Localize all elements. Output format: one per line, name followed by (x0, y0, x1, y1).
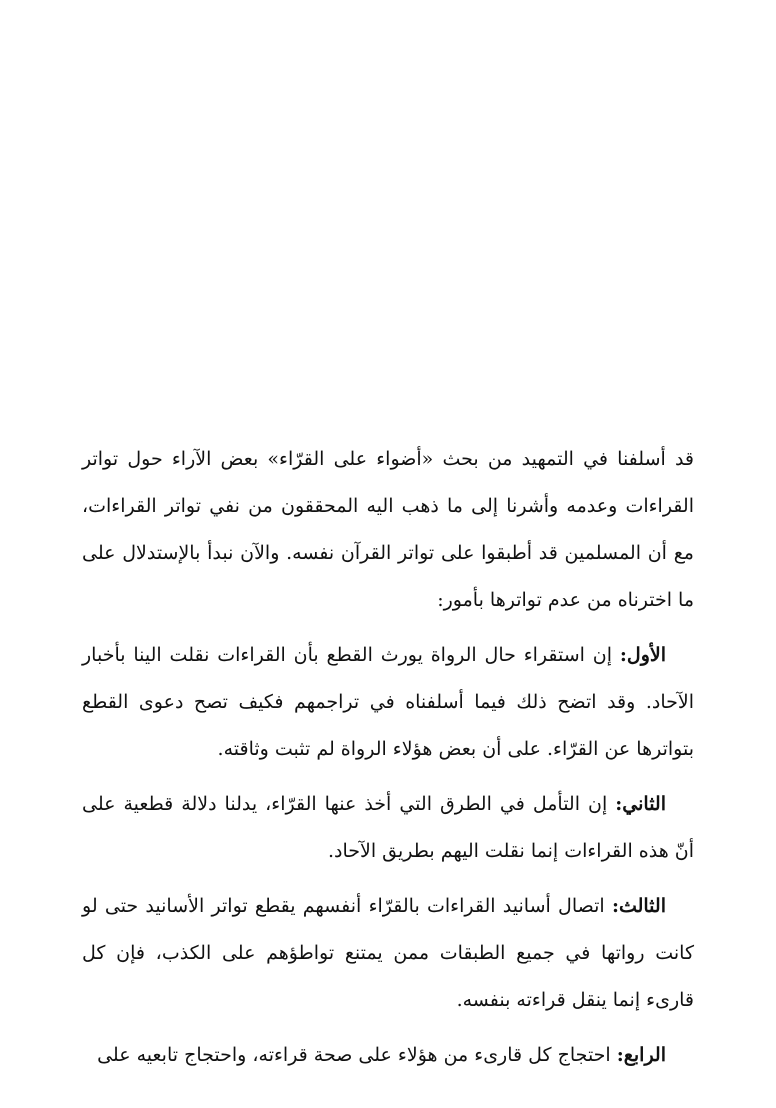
point-fourth-text: احتجاج كل قارىء من هؤلاء على صحة قراءته، واحتجاج تابعيه على (97, 1044, 617, 1066)
point-second-text: إن التأمل في الطرق التي أخذ عنها القرّاء، يدلنا دلالة قطعية على أنّ هذه القراءات إنما نقلت اليهم بطريق الآحاد. (82, 793, 694, 862)
point-third-heading: الثالث: (611, 895, 666, 917)
paragraph-text: قد أسلفنا في التمهيد من بحث «أضواء على القرّاء» بعض الآراء حول تواتر القراءات وعدمه وأشرنا إلى ما ذهب اليه المحققون من نفي تواتر القراءات، مع أن المسلمين قد أطبقوا على تواتر القرآن نفسه. والآن نبدأ بالإستدلال على ما اخترناه من عدم تواترها بأمور: (82, 448, 694, 611)
intro-paragraph (82, 436, 694, 624)
point-first-text: إن استقراء حال الرواة يورث القطع بأن القراءات نقلت الينا بأخبار الآحاد. وقد اتضح ذلك فيما أسلفناه في تراجمهم فكيف تصح دعوى القطع بتواترها عن القرّاء. على أن بعض هؤلاء الرواة لم تثبت وثاقته. (82, 644, 694, 760)
point-fourth-heading: الرابع: (616, 1044, 666, 1066)
paragraph-gap (82, 875, 694, 883)
paragraph-gap (82, 773, 694, 781)
point-second-paragraph (82, 781, 694, 875)
paragraph-gap (82, 1024, 694, 1032)
paragraph-gap (82, 624, 694, 632)
point-fourth-paragraph (82, 1032, 694, 1079)
point-third-text: اتصال أسانيد القراءات بالقرّاء أنفسهم يقطع تواتر الأسانيد حتى لو كانت رواتها في جميع الطبقات ممن يمتنع تواطؤهم على الكذب، فإن كل قارىء إنما ينقل قراءته بنفسه. (82, 895, 694, 1011)
point-third-paragraph (82, 883, 694, 1024)
point-first-heading: الأول: (619, 644, 666, 666)
body-text (82, 436, 694, 1079)
point-second-heading: الثاني: (615, 793, 666, 815)
point-first-paragraph (82, 632, 694, 773)
